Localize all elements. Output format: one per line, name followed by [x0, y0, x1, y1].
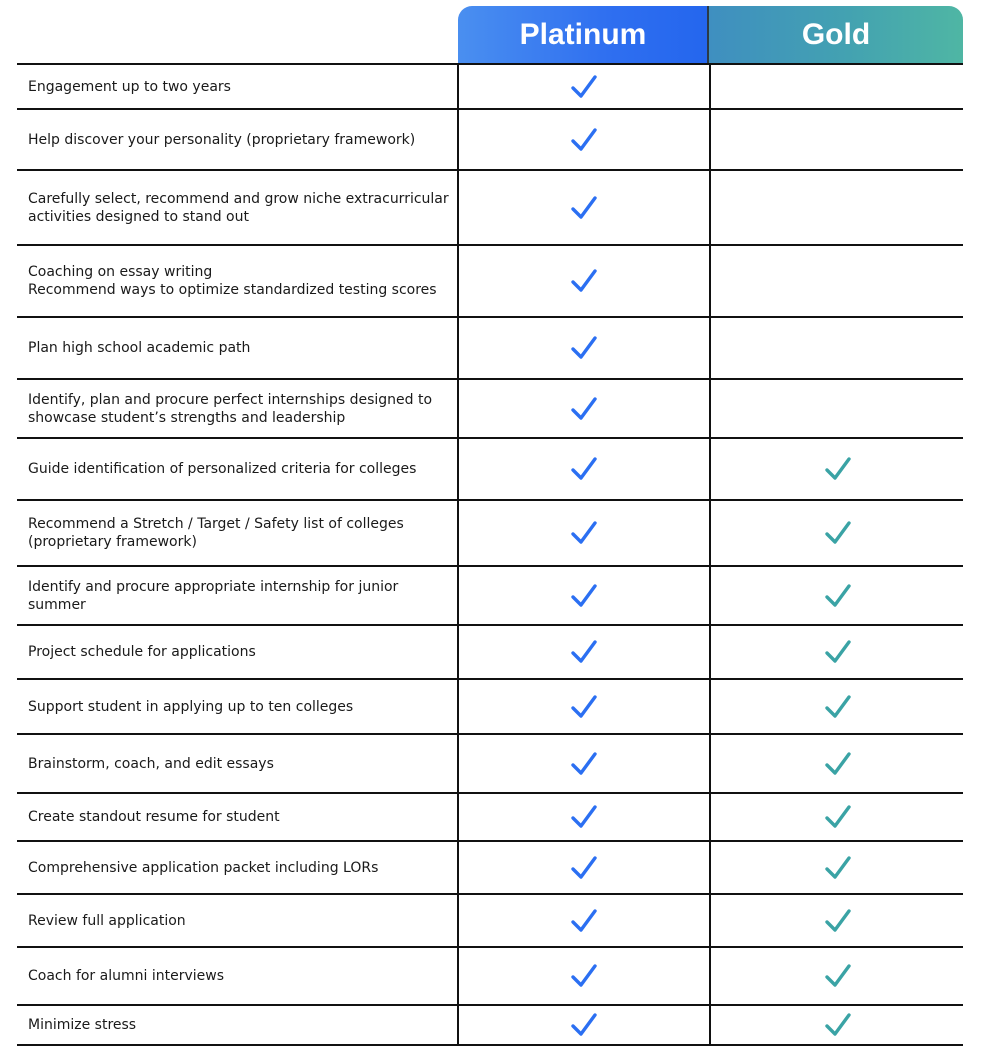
platinum-cell	[457, 380, 709, 437]
platinum-cell	[457, 1006, 709, 1044]
gold-cell	[709, 65, 965, 108]
gold-cell	[709, 626, 965, 678]
gold-cell	[709, 567, 965, 624]
gold-check-icon	[824, 1012, 852, 1038]
platinum-cell	[457, 735, 709, 792]
gold-cell	[709, 1006, 965, 1044]
gold-cell	[709, 895, 965, 946]
platinum-cell	[457, 626, 709, 678]
gold-check-icon	[824, 583, 852, 609]
table-row	[17, 171, 963, 246]
gold-cell	[709, 501, 965, 565]
feature-label: Create standout resume for student	[28, 809, 280, 825]
table-row	[17, 246, 963, 318]
feature-label: Guide identification of personalized criteria for colleges	[28, 461, 417, 477]
gold-check-icon	[824, 520, 852, 546]
feature-label: Help discover your personality (proprietary framework)	[28, 131, 416, 148]
gold-check-icon	[824, 908, 852, 934]
platinum-check-icon	[570, 520, 598, 546]
table-row	[17, 110, 963, 171]
platinum-check-icon	[570, 195, 598, 221]
platinum-cell	[457, 439, 709, 499]
tier-label-platinum: Platinum	[519, 17, 647, 51]
feature-label: Identify and procure appropriate internship for junior summer	[28, 578, 399, 613]
comparison-table	[17, 63, 963, 1046]
table-row	[17, 380, 963, 439]
platinum-check-icon	[570, 268, 598, 294]
feature-label: Engagement up to two years	[28, 78, 231, 95]
tier-label-gold: Gold	[801, 17, 871, 51]
feature-label: Minimize stress	[28, 1017, 137, 1033]
header-divider	[707, 6, 709, 63]
table-row	[17, 1006, 963, 1046]
gold-check-icon	[824, 963, 852, 989]
table-row	[17, 680, 963, 735]
table-row	[17, 626, 963, 680]
feature-label: Plan high school academic path	[28, 340, 251, 356]
gold-cell	[709, 948, 965, 1004]
platinum-check-icon	[570, 396, 598, 422]
feature-label: Coaching on essay writing Recommend ways to optimize standardized testing scores	[28, 264, 437, 298]
platinum-cell	[457, 246, 709, 316]
gold-check-icon	[824, 751, 852, 777]
gold-cell	[709, 794, 965, 840]
gold-cell	[709, 735, 965, 792]
table-row	[17, 501, 963, 567]
platinum-check-icon	[570, 855, 598, 881]
gold-cell	[709, 842, 965, 893]
table-row	[17, 567, 963, 626]
platinum-cell	[457, 680, 709, 733]
gold-check-icon	[824, 855, 852, 881]
platinum-check-icon	[570, 908, 598, 934]
table-row	[17, 318, 963, 380]
feature-label: Brainstorm, coach, and edit essays	[28, 755, 274, 772]
table-row	[17, 895, 963, 948]
platinum-check-icon	[570, 583, 598, 609]
platinum-check-icon	[570, 127, 598, 153]
feature-label: Coach for alumni interviews	[28, 968, 224, 984]
platinum-cell	[457, 318, 709, 378]
platinum-check-icon	[570, 1012, 598, 1038]
gold-check-icon	[824, 804, 852, 830]
platinum-check-icon	[570, 963, 598, 989]
platinum-check-icon	[570, 639, 598, 665]
gold-cell	[709, 171, 965, 244]
gold-cell	[709, 110, 965, 169]
feature-label: Project schedule for applications	[28, 644, 256, 660]
gold-check-icon	[824, 639, 852, 665]
feature-label: Carefully select, recommend and grow niche extracurricular activities designed to stand out	[28, 190, 449, 225]
platinum-check-icon	[570, 456, 598, 482]
table-row	[17, 842, 963, 895]
table-row	[17, 439, 963, 501]
platinum-check-icon	[570, 335, 598, 361]
table-row	[17, 794, 963, 842]
platinum-cell	[457, 567, 709, 624]
platinum-cell	[457, 842, 709, 893]
gold-cell	[709, 439, 965, 499]
platinum-check-icon	[570, 751, 598, 777]
feature-label: Support student in applying up to ten colleges	[28, 698, 354, 715]
feature-label: Review full application	[28, 912, 186, 929]
platinum-cell	[457, 65, 709, 108]
feature-label: Identify, plan and procure perfect internships designed to showcase student’s strengths and leadership	[28, 391, 433, 426]
gold-cell	[709, 246, 965, 316]
platinum-cell	[457, 501, 709, 565]
platinum-check-icon	[570, 74, 598, 100]
gold-check-icon	[824, 694, 852, 720]
feature-label: Recommend a Stretch / Target / Safety list of colleges (proprietary framework)	[28, 516, 404, 550]
table-row	[17, 735, 963, 794]
platinum-cell	[457, 794, 709, 840]
platinum-cell	[457, 171, 709, 244]
gold-cell	[709, 680, 965, 733]
platinum-cell	[457, 110, 709, 169]
feature-label: Comprehensive application packet including LORs	[28, 859, 379, 876]
tier-header-platinum	[458, 6, 708, 63]
table-row	[17, 948, 963, 1006]
tier-header-gold	[709, 6, 963, 63]
platinum-check-icon	[570, 804, 598, 830]
platinum-cell	[457, 895, 709, 946]
platinum-cell	[457, 948, 709, 1004]
gold-check-icon	[824, 456, 852, 482]
platinum-check-icon	[570, 694, 598, 720]
gold-cell	[709, 380, 965, 437]
gold-cell	[709, 318, 965, 378]
table-row	[17, 65, 963, 110]
